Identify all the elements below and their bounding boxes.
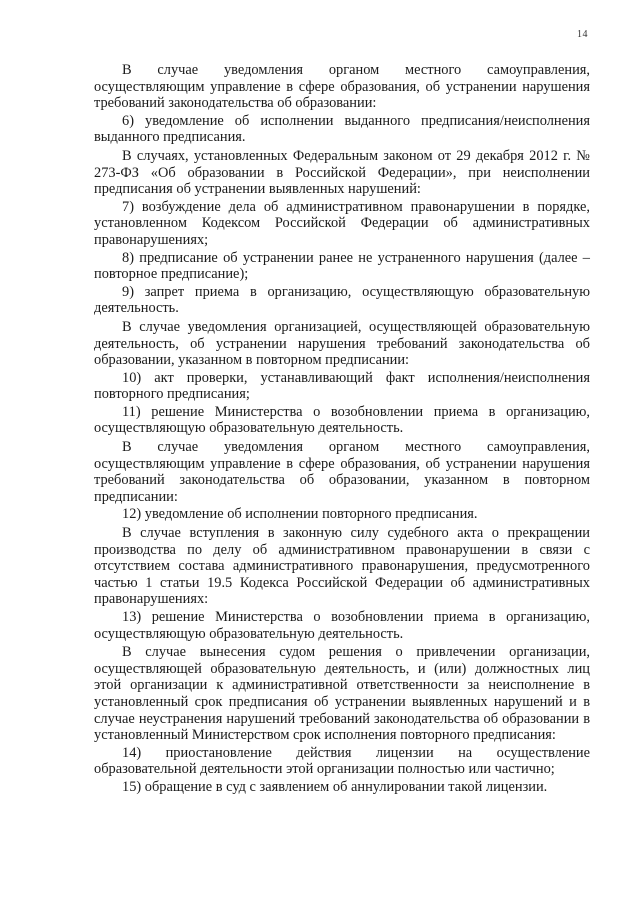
document-body xyxy=(94,62,590,796)
paragraph-condition-municipal-repeat: В случае уведомления органом местного самоуправления, осуществляющим управление в сфере образования, об устранении нарушения требований законодательства об образовании, указанном в повторном предписании: xyxy=(94,439,590,505)
list-item-12: 12) уведомление об исполнении повторного предписания. xyxy=(122,506,478,523)
list-item-15: 15) обращение в суд с заявлением об аннулировании такой лицензии. xyxy=(122,778,548,795)
page-number: 14 xyxy=(577,29,588,40)
paragraph-condition-municipal-notice: В случае уведомления органом местного самоуправления, осуществляющим управление в сфере образования, об устранении нарушения требований законодательства об образовании: xyxy=(94,62,590,112)
list-item-10: 10) акт проверки, устанавливающий факт исполнения/неисполнения повторного предписания; xyxy=(94,369,590,403)
list-item-9: 9) запрет приема в организацию, осуществляющую образовательную деятельность. xyxy=(94,283,590,317)
paragraph-condition-court-liability: В случае вынесения судом решения о привлечении организации, осуществляющей образовательную деятельность, и (или) должностных лиц этой организации к административной ответственности за неисполнение в установленный срок предписания об устранении выявленных нарушений и в случае неустранения нарушений требований законодательства об образовании в установленный Министерством срок исполнения повторного предписания: xyxy=(94,644,590,744)
list-item-7: 7) возбуждение дела об административном правонарушении в порядке, установленном Кодексом Российской Федерации об административных правонарушениях; xyxy=(94,198,590,248)
list-item-13: 13) решение Министерства о возобновлении приема в организацию, осуществляющую образовательную деятельность. xyxy=(94,609,590,642)
list-item-8: 8) предписание об устранении ранее не устраненного нарушения (далее – повторное предписание); xyxy=(94,249,590,283)
paragraph-condition-organization-notice: В случае уведомления организацией, осуществляющей образовательную деятельность, об устранении нарушения требований законодательства об образовании, указанном в повторном предписании: xyxy=(94,318,590,369)
paragraph-condition-federal-law: В случаях, установленных Федеральным законом от 29 декабря 2012 г. № 273-ФЗ «Об образовании в Российской Федерации», при неисполнении предписания об устранении выявленных нарушений: xyxy=(94,147,590,198)
list-item-6: 6) уведомление об исполнении выданного предписания/неисполнения выданного предписания. xyxy=(94,112,590,146)
list-item-14: 14) приостановление действия лицензии на осуществление образовательной деятельности этой организации полностью или частично; xyxy=(94,744,590,778)
paragraph-condition-court-termination: В случае вступления в законную силу судебного акта о прекращении производства по делу об административном правонарушении в связи с отсутствием состава административного правонарушения, предусмотренного частью 1 статьи 19.5 Кодекса Российской Федерации об административных правонарушениях: xyxy=(94,525,590,608)
list-item-11: 11) решение Министерства о возобновлении приема в организацию, осуществляющую образовательную деятельность. xyxy=(94,403,590,437)
